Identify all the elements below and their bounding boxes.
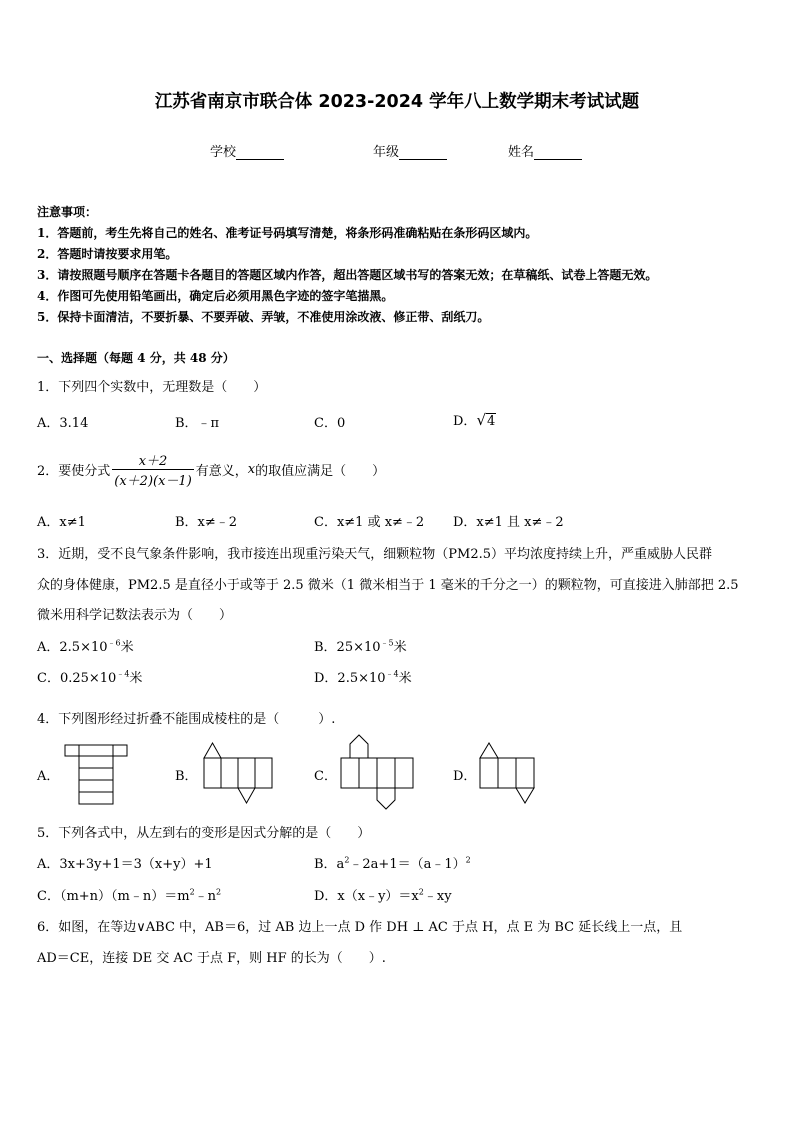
name-field: [508, 141, 582, 160]
q2-fraction: [112, 450, 194, 489]
q5-c-sup2: 2: [216, 887, 222, 897]
q5-option-c: [37, 885, 221, 904]
q3-d-base: D．2.5×10: [314, 671, 386, 686]
q2-denominator: (x＋2)(x－1): [112, 469, 194, 489]
note-item: 2．答题时请按要求用笔。: [37, 247, 178, 261]
q5-option-a: A．3x+3y+1＝3（x+y）+1: [37, 857, 213, 872]
q2-option-a: A．x≠1: [37, 515, 86, 530]
q5-b-part: B．a: [314, 857, 345, 872]
note-item: 5．保持卡面清洁，不要折暴、不要弄破、弄皱，不准使用涂改液、修正带、刮纸刀。: [37, 310, 490, 324]
q6-line: AD＝CE，连接 DE 交 AC 于点 F，则 HF 的长为（ ）.: [37, 951, 386, 966]
q1-option-c: C．0: [314, 416, 346, 431]
note-item: 4．作图可先使用铅笔画出，确定后必须用黑色字迹的签字笔描黑。: [37, 289, 394, 303]
q6-line: 6．如图，在等边∨ABC 中，AB＝6，过 AB 边上一点 D 作 DH ⊥ AC 于点 H，点 E 为 BC 延长线上一点，且: [37, 920, 683, 935]
q5-option-b: [314, 853, 471, 872]
grade-blank[interactable]: [399, 147, 447, 160]
q1-option-d: [453, 410, 496, 429]
q3-c-base: C．0.25×10: [37, 671, 117, 686]
q3-d-unit: 米: [398, 671, 412, 686]
notes-heading: 注意事项：: [37, 205, 98, 219]
q3-option-b: [314, 636, 407, 655]
note-item: 1．答题前，考生先将自己的姓名、准考证号码填写清楚，将条形码准确粘贴在条形码区域内。: [37, 226, 538, 240]
school-label: 学校: [210, 145, 237, 160]
q3-option-c: [37, 667, 142, 686]
q4-option-a-label: A．: [37, 769, 60, 784]
q3-line: 微米用科学记数法表示为（ ）: [37, 608, 233, 623]
q2-option-b: B．x≠﹣2: [175, 515, 238, 530]
q4-option-b-label: B．: [175, 769, 198, 784]
q5-b-sup2: 2: [465, 855, 471, 865]
net-figure-c: [338, 732, 418, 812]
q5-c-sup: 2: [189, 887, 195, 897]
q1-stem: 1．下列四个实数中，无理数是（ ）: [37, 380, 267, 395]
q2-suffix-pre: 有意义，: [195, 464, 248, 479]
name-label: 姓名: [508, 145, 535, 160]
q2-numerator: x＋2: [138, 454, 168, 469]
q4-option-c-label: C．: [314, 769, 337, 784]
q3-option-a: [37, 636, 134, 655]
q1-option-b: B．﹣π: [175, 416, 220, 431]
q5-d-sup: 2: [418, 887, 424, 897]
sqrt-icon: √: [476, 411, 486, 429]
net-figure-b: [200, 738, 280, 806]
net-figure-a: [60, 740, 140, 806]
note-item: 3．请按照题号顺序在答题卡各题目的答题区域内作答，超出答题区域书写的答案无效；在草稿纸、试卷上答题无效。: [37, 268, 658, 282]
q3-b-exp: ﹣5: [380, 638, 394, 648]
q3-c-exp: ﹣4: [116, 669, 130, 679]
q5-option-d: [314, 885, 452, 904]
q3-line: 众的身体健康，PM2.5 是直径小于或等于 2.5 微米（1 微米相当于 1 毫米的千分之一）的颗粒物，可直接进入肺部把 2.5: [37, 578, 739, 593]
q2-stem: [37, 450, 385, 489]
grade-label: 年级: [373, 145, 400, 160]
q2-suffix: 的取值应满足（ ）: [255, 464, 386, 479]
name-blank[interactable]: [534, 147, 582, 160]
q5-c-part: C．（m+n）（m﹣n）＝m: [37, 889, 190, 904]
page-title: 江苏省南京市联合体 2023-2024 学年八上数学期末考试试题: [154, 92, 640, 112]
q5-b-part2: ﹣2a+1＝（a﹣1）: [349, 857, 466, 872]
q5-c-part2: ﹣n: [194, 889, 217, 904]
q3-a-unit: 米: [120, 640, 134, 655]
q3-d-exp: ﹣4: [385, 669, 399, 679]
q3-line: 3．近期，受不良气象条件影响，我市接连出现重污染天气，细颗粒物（PM2.5）平均浓度持续上升，严重威胁人民群: [37, 547, 713, 562]
q2-option-d: D．x≠1 且 x≠﹣2: [453, 515, 564, 530]
q2-prefix: 2．要使分式: [37, 464, 111, 479]
net-figure-d: [478, 738, 548, 806]
q5-stem: 5．下列各式中，从左到右的变形是因式分解的是（ ）: [37, 826, 371, 841]
school-blank[interactable]: [236, 147, 284, 160]
q3-c-unit: 米: [129, 671, 143, 686]
q3-a-base: A．2.5×10: [37, 640, 108, 655]
q3-b-base: B．25×10: [314, 640, 381, 655]
q1-option-a: A．3.14: [37, 416, 89, 431]
q4-stem: 4．下列图形经过折叠不能围成棱柱的是（ ）.: [37, 712, 336, 727]
q5-b-sup: 2: [344, 855, 350, 865]
grade-field: [373, 141, 447, 160]
q3-b-unit: 米: [393, 640, 407, 655]
q5-d-part: D．x（x﹣y）＝x: [314, 889, 419, 904]
school-field: [210, 141, 284, 160]
q2-var: x: [247, 462, 256, 477]
sqrt-value: 4: [487, 414, 496, 429]
q3-a-exp: ﹣6: [107, 638, 121, 648]
q2-option-c: C．x≠1 或 x≠﹣2: [314, 515, 425, 530]
q3-option-d: [314, 667, 412, 686]
q5-d-part2: ﹣xy: [423, 889, 452, 904]
section-heading: 一、选择题（每题 4 分，共 48 分）: [37, 351, 235, 365]
q4-option-d-label: D．: [453, 769, 477, 784]
q1-option-d-label: D．: [453, 414, 477, 429]
